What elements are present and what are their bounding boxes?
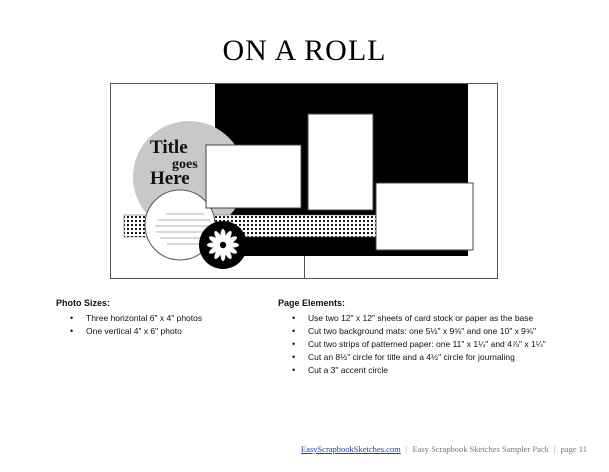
footer-separator: | [405,444,408,454]
footer-text: Easy Scrapbook Sketches Sampler Pack [412,444,549,454]
photo-vertical [308,114,373,210]
list-item: • Cut a 3" accent circle [290,364,546,377]
layout-sketch [110,83,498,279]
photo-horizontal-2 [376,183,473,250]
list-item: • Cut two strips of patterned paper: one 11" x 1¼" and 4⅞" x 1¼" [290,338,546,351]
page-elements-list [290,312,546,377]
list-item: • One vertical 4" x 6" photo [68,325,202,338]
list-item: • Three horizontal 6" x 4" photos [68,312,202,325]
list-item: • Cut an 8½" circle for title and a 4½" circle for journaling [290,351,546,364]
page-number: page 11 [560,444,587,454]
footer-separator-2: | [553,444,556,454]
photo-sizes-heading: Photo Sizes: [56,298,111,308]
sketch-title-line-3: Here [150,168,190,189]
footer-link[interactable]: EasyScrapbookSketches.com [300,444,401,454]
photo-sizes-list [68,312,202,338]
sketch-title-line-1: Title [150,137,188,158]
page-elements-heading: Page Elements: [278,298,346,308]
sketch-title-line-2: goes [172,157,198,172]
page-title: ON A ROLL [222,34,387,67]
list-item: • Cut two background mats: one 5½" x 9⅝" and one 10" x 9⅝" [290,325,546,338]
footer [301,444,587,454]
list-item: • Use two 12" x 12" sheets of card stock or paper as the base [290,312,546,325]
photo-horizontal-1 [206,145,301,208]
